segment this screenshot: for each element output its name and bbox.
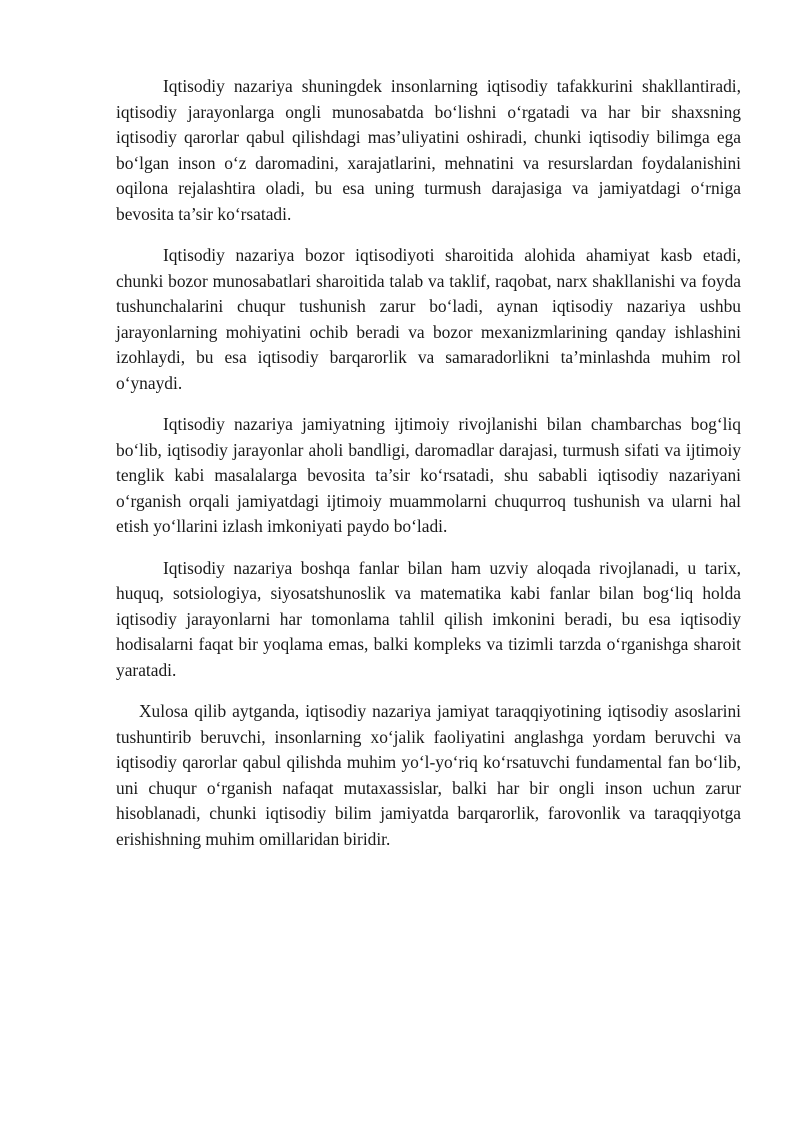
document-page [116, 74, 741, 868]
paragraph-conclusion: Xulosa qilib aytganda, iqtisodiy nazariya jamiyat taraqqiyotining iqtisodiy asoslarini tushuntirib beruvchi, insonlarning xoʻjalik faoliyatini anglashga yordam beruvchi va iqtisodiy qarorlar qabul qilishda muhim yoʻl-yoʻriq koʻrsatuvchi fundamental fan boʻlib, uni chuqur oʻrganish nafaqat mutaxassislar, balki har bir ongli inson uchun zarur hisoblanadi, chunki iqtisodiy bilim jamiyatda barqarorlik, farovonlik va taraqqiyotga erishishning muhim omillaridan biridir. [116, 701, 741, 849]
paragraph-economic-thinking: Iqtisodiy nazariya shuningdek insonlarning iqtisodiy tafakkurini shakllantiradi, iqtisodiy jarayonlarga ongli munosabatda boʻlishni oʻrgatadi va har bir shaxsning iqtisodiy qarorlar qabul qilishdagi mas’uliyatini oshiradi, chunki iqtisodiy bilimga ega boʻlgan inson oʻz daromadini, xarajatlarini, mehnatini va resurslardan foydalanishini oqilona rejalashtira oladi, bu esa uning turmush darajasiga va jamiyatdagi oʻrniga bevosita ta’sir koʻrsatadi. [116, 76, 741, 224]
paragraph-social-development: Iqtisodiy nazariya jamiyatning ijtimoiy rivojlanishi bilan chambarchas bogʻliq boʻlib, iqtisodiy jarayonlar aholi bandligi, daromadlar darajasi, turmush sifati va ijtimoiy tenglik kabi masalalarga bevosita ta’sir koʻrsatadi, shu sababli iqtisodiy nazariyani oʻrganish orqali jamiyatdagi ijtimoiy muammolarni chuqurroq tushunish va ularni hal etish yoʻllarini izlash imkoniyati paydo boʻladi. [116, 414, 741, 536]
paragraph-market-economy: Iqtisodiy nazariya bozor iqtisodiyoti sharoitida alohida ahamiyat kasb etadi, chunki bozor munosabatlari sharoitida talab va taklif, raqobat, narx shakllanishi va foyda tushunchalarini chuqur tushunish zarur boʻladi, aynan iqtisodiy nazariya ushbu jarayonlarning mohiyatini ochib beradi va bozor mexanizmlarining qanday ishlashini izohlaydi, bu esa iqtisodiy barqarorlik va samaradorlikni ta’minlashda muhim rol oʻynaydi. [116, 245, 741, 393]
paragraph-interdisciplinary: Iqtisodiy nazariya boshqa fanlar bilan ham uzviy aloqada rivojlanadi, u tarix, huquq, sotsiologiya, siyosatshunoslik va matematika kabi fanlar bilan bogʻliq holda iqtisodiy jarayonlarni har tomonlama tahlil qilish imkonini beradi, bu esa iqtisodiy hodisalarni faqat bir yoqlama emas, balki kompleks va tizimli tarzda oʻrganishga sharoit yaratadi. [116, 557, 741, 680]
